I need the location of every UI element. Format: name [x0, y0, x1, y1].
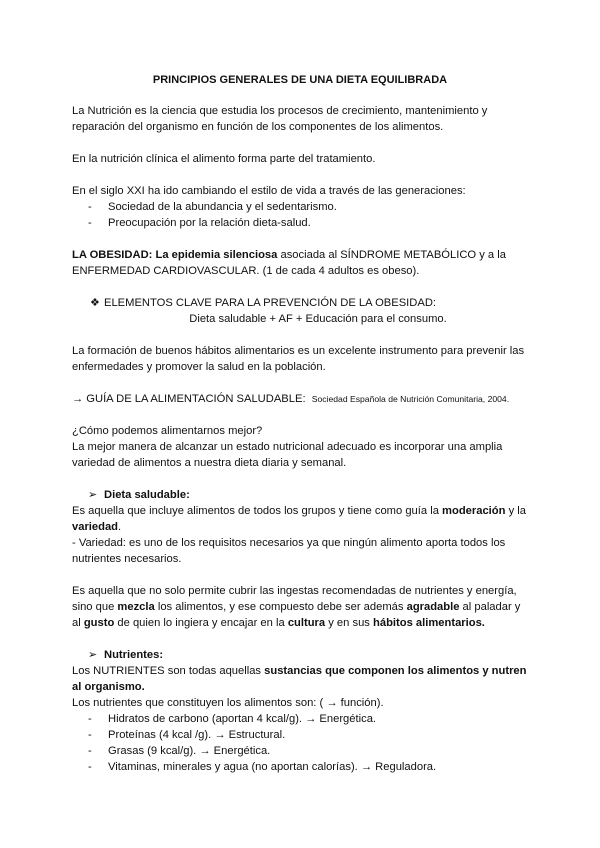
- dieta-bold: cultura: [287, 617, 326, 629]
- dieta-heading: [72, 487, 528, 503]
- guia-label: → GUÍA DE LA ALIMENTACIÓN SALUDABLE:: [72, 393, 306, 405]
- arrowhead-bullet-icon: ➢: [88, 489, 98, 501]
- paragraph-siglo-xxi: En el siglo XXI ha ido cambiando el estilo de vida a través de las generaciones:: [72, 185, 466, 197]
- dieta-text: de quien lo ingiera y encajar en la: [114, 617, 288, 629]
- guia-source: Sociedad Española de Nutrición Comunitaria, 2004.: [311, 394, 510, 404]
- list-nutrientes: [72, 711, 528, 775]
- dieta-heading-text: Dieta saludable:: [104, 489, 190, 501]
- guia-line: [72, 391, 528, 407]
- dieta-variedad: - Variedad: es uno de los requisitos necesarios ya que ningún alimento aporta todos los nutrientes necesarios.: [72, 537, 506, 565]
- dieta-line1: [72, 503, 528, 535]
- nutrientes-text: Los NUTRIENTES son todas aquellas: [72, 665, 265, 677]
- dieta-text: al paladar y al: [72, 601, 521, 629]
- dieta-text: y la: [505, 505, 526, 517]
- list-item: - Vitaminas, minerales y agua (no aportan calorías). → Reguladora.: [72, 759, 528, 775]
- claves-heading: [72, 295, 528, 311]
- paragraph-nutricion-clinica: En la nutrición clínica el alimento forma parte del tratamiento.: [72, 153, 376, 165]
- paragraph-dieta-mezcla: [72, 583, 528, 631]
- dieta-text: Es aquella que no solo permite cubrir las ingestas recomendadas de nutrientes y energía, sino que: [72, 585, 517, 613]
- list-siglo-xxi: [72, 199, 528, 231]
- diamond-bullet-icon: ❖: [90, 297, 101, 309]
- dieta-text: los alimentos, y ese compuesto debe ser además: [154, 601, 407, 613]
- nutrientes-bold: sustancias que componen los alimentos y nutren al organismo.: [72, 665, 527, 693]
- dieta-bold: gusto: [83, 617, 115, 629]
- obesidad-text: asociada al SÍNDROME METABÓLICO y a la ENFERMEDAD CARDIOVASCULAR. (1 de cada 4 adultos es obeso).: [72, 249, 506, 277]
- claves-heading-text: ELEMENTOS CLAVE PARA LA PREVENCIÓN DE LA OBESIDAD:: [104, 297, 437, 309]
- paragraph-obesidad: [72, 247, 528, 279]
- list-item: - Sociedad de la abundancia y el sedentarismo.: [72, 199, 528, 215]
- nutrientes-intro: Los nutrientes que constituyen los alimentos son: ( → función).: [72, 697, 384, 709]
- dieta-bold: moderación: [442, 505, 506, 517]
- list-item: - Proteínas (4 kcal /g). → Estructural.: [72, 727, 528, 743]
- obesidad-label: LA OBESIDAD:: [72, 249, 153, 261]
- arrowhead-bullet-icon: ➢: [88, 649, 98, 661]
- document-page: [72, 72, 528, 775]
- dieta-text: Es aquella que incluye alimentos de todos los grupos y tiene como guía la: [72, 505, 443, 517]
- dieta-bold: mezcla: [117, 601, 155, 613]
- list-item: - Grasas (9 kcal/g). → Energética.: [72, 743, 528, 759]
- nutrientes-heading: [72, 647, 528, 663]
- paragraph-nutricion: La Nutrición es la ciencia que estudia los procesos de crecimiento, mantenimiento y reparación del organismo en función de los componentes de los alimentos.: [72, 105, 488, 133]
- nutrientes-definition: [72, 663, 528, 695]
- pregunta: ¿Cómo podemos alimentarnos mejor?: [72, 425, 263, 437]
- paragraph-habitos: La formación de buenos hábitos alimentarios es un excelente instrumento para prevenir las enfermedades y promover la salud en la población.: [72, 345, 525, 373]
- dieta-text: y en sus: [325, 617, 374, 629]
- dieta-text: .: [118, 521, 122, 533]
- obesidad-subtitle: La epidemia silenciosa: [152, 249, 278, 261]
- claves-formula: Dieta saludable + AF + Educación para el consumo.: [189, 313, 447, 325]
- list-item: - Hidratos de carbono (aportan 4 kcal/g). → Energética.: [72, 711, 528, 727]
- dieta-bold: agradable: [406, 601, 460, 613]
- nutrientes-heading-text: Nutrientes:: [104, 649, 164, 661]
- list-item: - Preocupación por la relación dieta-salud.: [72, 215, 528, 231]
- dieta-bold: hábitos alimentarios.: [373, 617, 485, 629]
- paragraph-mejor-manera: La mejor manera de alcanzar un estado nutricional adecuado es incorporar una amplia variedad de alimentos a nuestra dieta diaria y semanal.: [72, 441, 503, 469]
- dieta-bold: variedad: [72, 521, 119, 533]
- page-title: PRINCIPIOS GENERALES DE UNA DIETA EQUILIBRADA: [152, 74, 448, 86]
